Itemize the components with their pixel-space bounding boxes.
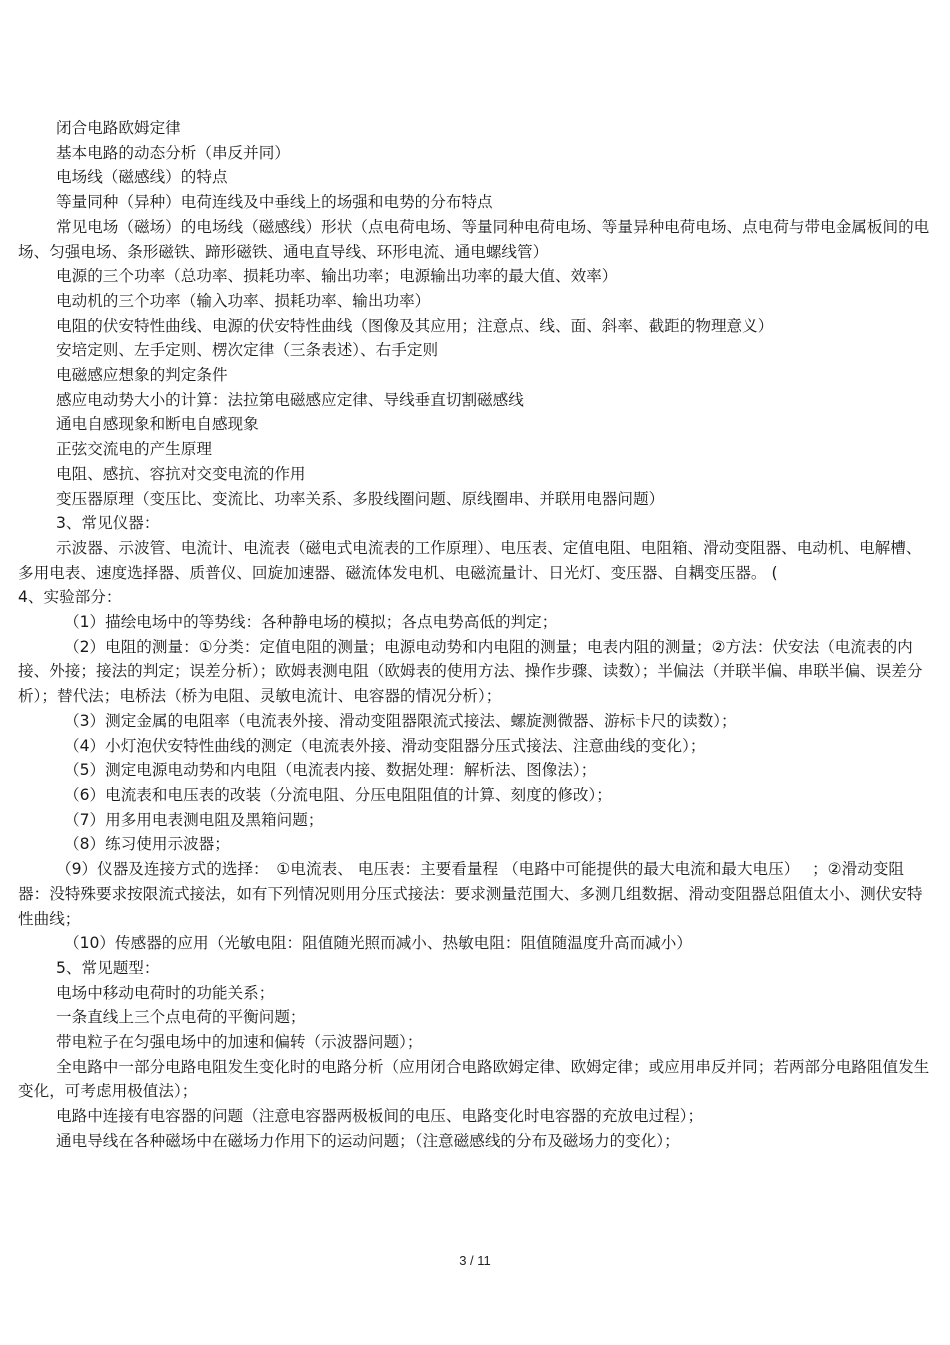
paragraph: 全电路中一部分电路电阻发生变化时的电路分析（应用闭合电路欧姆定律、欧姆定律；或应用串反并同；若两部分电路阻值发生变化，可考虑用极值法）；: [18, 1057, 930, 1101]
section-heading: 4、实验部分：: [18, 588, 122, 607]
paragraph: 闭合电路欧姆定律: [56, 119, 181, 137]
paragraph: 电阻、感抗、容抗对交变电流的作用: [56, 464, 306, 483]
paragraph: 正弦交流电的产生原理: [56, 440, 212, 459]
list-item: （1）描绘电场中的等势线：各种静电场的模拟；各点电势高低的判定；: [64, 613, 558, 632]
paragraph: 通电导线在各种磁场中在磁场力作用下的运动问题；（注意磁感线的分布及磁场力的变化）；: [56, 1131, 680, 1150]
paragraph: 电源的三个功率（总功率、损耗功率、输出功率；电源输出功率的最大值、效率）: [56, 267, 618, 286]
paragraph: 等量同种（异种）电荷连线及中垂线上的场强和电势的分布特点: [56, 193, 493, 212]
paragraph: 电路中连接有电容器的问题（注意电容器两极板间的电压、电路变化时电容器的充放电过程）；: [56, 1107, 704, 1126]
list-item: （9）仪器及连接方式的选择： ①电流表、 电压表：主要看量程 （电路中可能提供的最大电流和最大电压） ；②滑动变阻器：没特殊要求按限流式接法，如有下列情况则用分压式接法：要求测量范围大、多测几组数据、滑动变阻器总阻值太小、测伏安特性曲线；: [18, 860, 923, 928]
list-item: （7）用多用电表测电阻及黑箱问题；: [64, 810, 324, 829]
list-item: （6）电流表和电压表的改装（分流电阻、分压电阻阻值的计算、刻度的修改）；: [64, 785, 612, 804]
list-item: （3）测定金属的电阻率（电流表外接、滑动变阻器限流式接法、螺旋测微器、游标卡尺的读数）；: [64, 711, 737, 730]
paragraph: 电阻的伏安特性曲线、电源的伏安特性曲线（图像及其应用；注意点、线、面、斜率、截距的物理意义）: [56, 316, 774, 335]
document-body: [18, 116, 932, 1154]
paragraph: 常见电场（磁场）的电场线（磁感线）形状（点电荷电场、等量同种电荷电场、等量异种电荷电场、点电荷与带电金属板间的电场、匀强电场、条形磁铁、蹄形磁铁、通电直导线、环形电流、通电螺线管）: [18, 217, 930, 261]
paragraph: 电动机的三个功率（输入功率、损耗功率、输出功率）: [56, 291, 431, 310]
page-number: 3 / 11: [459, 1253, 491, 1268]
paragraph: 变压器原理（变压比、变流比、功率关系、多股线圈问题、原线圈串、并联用电器问题）: [56, 489, 665, 508]
paragraph: 安培定则、左手定则、楞次定律（三条表述）、右手定则: [56, 341, 439, 360]
paragraph: 一条直线上三个点电荷的平衡问题；: [56, 1008, 306, 1027]
list-item: （4）小灯泡伏安特性曲线的测定（电流表外接、滑动变阻器分压式接法、注意曲线的变化）；: [64, 736, 706, 755]
list-item: （8）练习使用示波器；: [64, 835, 230, 854]
list-item: （2）电阻的测量：①分类：定值电阻的测量；电源电动势和内电阻的测量；电表内阻的测量；②方法：伏安法（电流表的内接、外接；接法的判定；误差分析）；欧姆表测电阻（欧姆表的使用方法、操作步骤、读数）；半偏法（并联半偏、串联半偏、误差分析）；替代法；电桥法（桥为电阻、灵敏电流计、电容器的情况分析）；: [18, 637, 923, 706]
section-heading: 5、常见题型：: [56, 958, 160, 977]
paragraph: 电场线（磁感线）的特点: [56, 168, 228, 187]
list-item: （5）测定电源电动势和内电阻（电流表内接、数据处理：解析法、图像法）；: [64, 761, 597, 780]
paragraph: 带电粒子在匀强电场中的加速和偏转（示波器问题）；: [56, 1033, 423, 1052]
paragraph: 通电自感现象和断电自感现象: [56, 415, 259, 434]
paragraph: 感应电动势大小的计算：法拉第电磁感应定律、导线垂直切割磁感线: [56, 390, 524, 409]
section-heading: 3、常见仪器：: [56, 514, 160, 533]
paragraph: 基本电路的动态分析（串反并同）: [56, 143, 290, 162]
paragraph: 电场中移动电荷时的功能关系；: [56, 983, 275, 1002]
list-item: （10）传感器的应用（光敏电阻：阻值随光照而减小、热敏电阻：阻值随温度升高而减小）: [64, 934, 692, 953]
paragraph: 电磁感应想象的判定条件: [56, 366, 228, 385]
paragraph: 示波器、示波管、电流计、电流表（磁电式电流表的工作原理）、电压表、定值电阻、电阻箱、滑动变阻器、电动机、电解槽、多用电表、速度选择器、质普仪、回旋加速器、磁流体发电机、电磁流量计、日光灯、变压器、自耦变压器。 (: [18, 538, 922, 582]
